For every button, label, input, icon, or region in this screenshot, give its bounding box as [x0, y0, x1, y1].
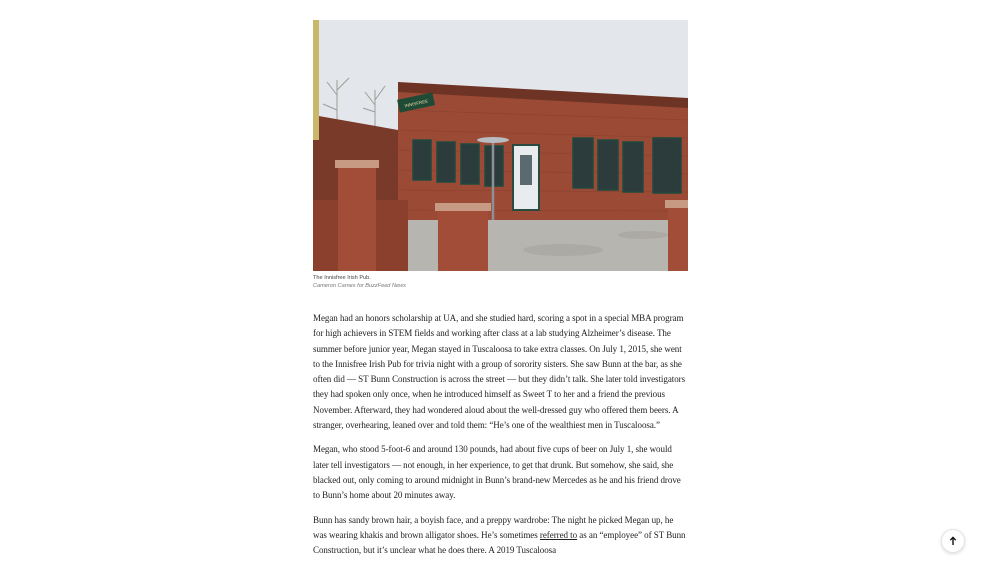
paragraph: Megan, who stood 5-foot-6 and around 130 pounds, had about five cups of beer on July 1, she would later tell investigators — not enough, in her experience, to get that drunk. But somehow, she said, she blacked out, only coming to around midnight in Bunn’s brand-new Mercedes as he and his friend drove to Bunn’s home about 20 minutes away. — [313, 444, 681, 501]
article-column — [313, 20, 688, 567]
back-to-top-button[interactable] — [941, 529, 965, 553]
paragraph — [313, 513, 688, 559]
caption-text: The Innisfree Irish Pub. — [313, 275, 371, 281]
article-body — [313, 311, 688, 558]
paragraph: Megan had an honors scholarship at UA, and she studied hard, scoring a spot in a special MBA program for high achievers in STEM fields and working after class at a lab studying Alzheimer’s disease. The summer before junior year, Megan stayed in Tuscaloosa to take extra classes. On July 1, 2015, she went to the Innisfree Irish Pub for trivia night with a group of sorority sisters. She saw Bunn at the bar, as she often did — ST Bunn Construction is across the street — but they didn’t talk. She later told investigators they had spoken only once, when he introduced himself as Sweet T to her and a friend the previous November. Afterward, they had wondered aloud about the well-dressed guy who offered them beers. A stranger, overhearing, leaned over and told them: “He’s one of the wealthiest men in Tuscaloosa.” — [313, 313, 686, 431]
article-photo — [313, 20, 688, 271]
paragraph-text: as an “employee” of ST Bunn Construction, but it’s unclear what he does there. A 2019 Tuscaloosa — [313, 529, 686, 556]
arrow-up-icon — [948, 536, 958, 546]
referred-to-link[interactable]: referred to — [539, 529, 578, 540]
pub-sign: INNISFREE — [404, 98, 429, 109]
pub-photo-illustration — [313, 20, 688, 271]
photo-caption — [313, 274, 688, 290]
paragraph-text: Bunn has sandy brown hair, a boyish face, and a preppy wardrobe: The night he picked Megan up, he was wearing khakis and brown alligator shoes. He’s sometimes — [313, 514, 674, 540]
caption-credit: Cameron Carnes for BuzzFeed News — [313, 283, 406, 289]
